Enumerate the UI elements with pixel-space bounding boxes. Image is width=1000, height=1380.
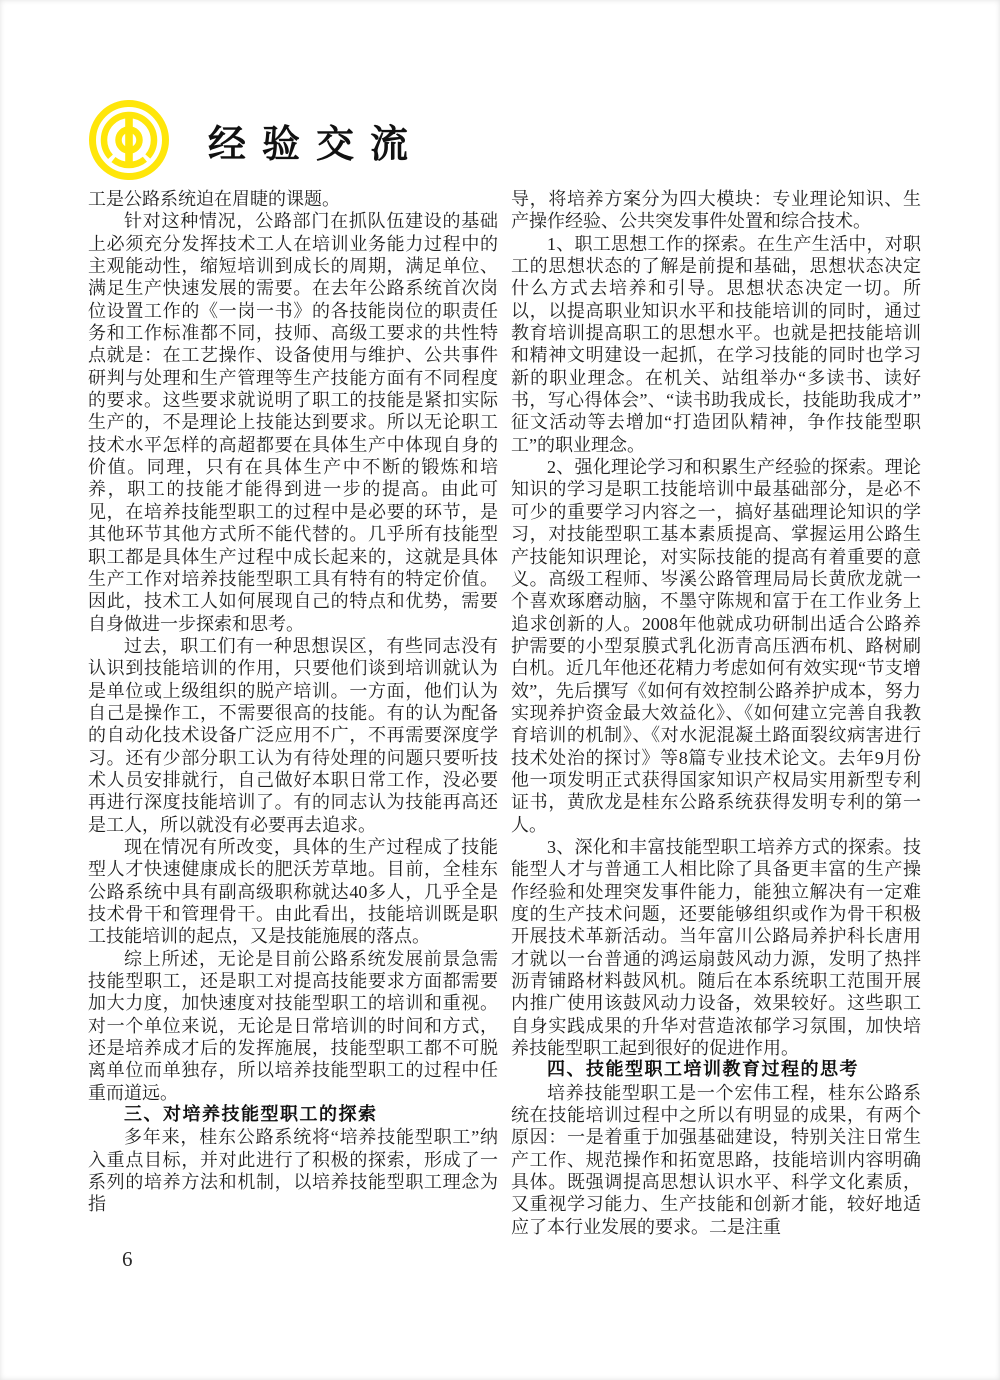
union-emblem-icon (88, 99, 170, 181)
paragraph: 3、深化和丰富技能型职工培养方式的探索。技能型人才与普通工人相比除了具备更丰富的生产操作经验和处理突发事件能力，能独立解决有一定难度的生产技术问题，还要能够组织或作为骨干积极开展技术革新活动。当年富川公路局养护科长唐用才就以一台普通的鸿运扇鼓风动力源，发明了热拌沥青铺路材料鼓风机。随后在本系统职工范围开展内推广使用该鼓风动力设备，效果较好。这些职工自身实践成果的升华对营造浓郁学习氛围，加快培养技能型职工起到很好的促进作用。 (511, 836, 921, 1059)
paragraph: 工是公路系统迫在眉睫的课题。 (88, 189, 340, 209)
section-heading-4: 四、技能型职工培训教育过程的思考 (547, 1059, 859, 1081)
article-body (88, 188, 921, 1238)
masthead-title: 经验交流 (208, 123, 425, 166)
paragraph: 2、强化理论学习和积累生产经验的探索。理论知识的学习是职工技能培训中最基础部分，是必不可少的重要学习内容之一，搞好基础理论知识的学习，对技能型职工基本素质提高、掌握运用公路生产技能知识理论，对实际技能的提高有着重要的意义。高级工程师、岑溪公路管理局局长黄欣龙就一个喜欢琢磨动脑，不墨守陈规和富于在工作业务上追求创新的人。2008年他就成功研制出适合公路养护需要的小型泵膜式乳化沥青高压洒布机、路树刷白机。近几年他还花精力考虑如何有效实现“节支增效”，先后撰写《如何有效控制公路养护成本，努力实现养护资金最大效益化》、《如何建立完善自我教育培训的机制》、《对水泥混凝土路面裂纹病害进行技术处治的探讨》等8篇专业技术论文。去年9月份他一项发明正式获得国家知识产权局实用新型专利证书，黄欣龙是桂东公路系统获得发明专利的第一人。 (511, 457, 921, 835)
right-column (511, 188, 921, 1238)
paragraph: 导，将培养方案分为四大模块：专业理论知识、生产操作经验、公共突发事件处置和综合技术。 (511, 189, 921, 232)
paragraph: 针对这种情况，公路部门在抓队伍建设的基础上必须充分发挥技术工人在培训业务能力过程中的主观能动性，缩短培训到成长的周期，满足单位、满足生产快速发展的需要。在去年公路系统首次岗位设置工作的《一岗一书》的各技能岗位的职责任务和工作标准都不同，技师、高级工要求的共性特点就是：在工艺操作、设备使用与维护、公共事件研判与处理和生产管理等生产技能方面有不同程度的要求。这些要求就说明了职工的技能是紧扣实际生产的，不是理论上技能达到要求。所以无论职工技术水平怎样的高超都要在具体生产中体现自身的价值。同理，只有在具体生产中不断的锻炼和培养，职工的技能才能得到进一步的提高。由此可见，在培养技能型职工的过程中是必要的环节，是其他环节其他方式所不能代替的。几乎所有技能型职工都是具体生产过程中成长起来的，这就是具体生产工作对培养技能型职工具有特有的特定价值。因此，技术工人如何展现自己的特点和优势，需要自身做进一步探索和思考。 (88, 211, 498, 634)
paragraph: 多年来，桂东公路系统将“培养技能型职工”纳入重点目标，并对此进行了积极的探索，形成了一系列的培养方法和机制，以培养技能型职工理念为指 (88, 1127, 498, 1215)
paragraph: 培养技能型职工是一个宏伟工程，桂东公路系统在技能培训过程中之所以有明显的成果，有两个原因：一是着重于加强基础建设，特别关注日常生产工作、规范操作和拓宽思路，技能培训内容明确具体。既强调提高思想认识水平、科学文化素质，又重视学习能力、生产技能和创新才能，较好地适应了本行业发展的要求。二是注重 (511, 1082, 921, 1237)
paragraph: 过去，职工们有一种思想误区，有些同志没有认识到技能培训的作用，只要他们谈到培训就认为是单位或上级组织的脱产培训。一方面，他们认为自己是操作工，不需要很高的技能。有的认为配备的自动化技术设备广泛应用不广，不再需要深度学习。还有少部分职工认为有待处理的问题只要听技术人员安排就行，自己做好本职日常工作，没必要再进行深度技能培训了。有的同志认为技能再高还是工人，所以就没有必要再去追求。 (88, 635, 498, 835)
page-number: 6 (122, 1247, 133, 1271)
paragraph: 综上所述，无论是目前公路系统发展前景急需技能型职工，还是职工对提高技能要求方面都需要加大力度，加快速度对技能型职工的培训和重视。对一个单位来说，无论是日常培训的时间和方式，还是培养成才后的发挥施展，技能型职工都不可脱离单位而单独存，所以培养技能型职工的过程中任重而道远。 (88, 948, 498, 1103)
paragraph: 1、职工思想工作的探索。在生产生活中，对职工的思想状态的了解是前提和基础，思想状态决定什么方式去培养和引导。思想状态决定一切。所以，以提高职业知识水平和技能培训的同时，通过教育培训提高职工的思想水平。也就是把技能培训和精神文明建设一起抓，在学习技能的同时也学习新的职业理念。在机关、站组举办“多读书、读好书，写心得体会”、“读书助我成长，技能助我成才”征文活动等去增加“打造团队精神，争作技能型职工”的职业理念。 (511, 233, 921, 455)
section-heading-3: 三、对培养技能型职工的探索 (124, 1104, 378, 1126)
left-column (88, 188, 498, 1238)
masthead (88, 98, 424, 182)
paragraph: 现在情况有所改变，具体的生产过程成了技能型人才快速健康成长的肥沃芳草地。目前，全桂东公路系统中具有副高级职称就达40多人，几乎全是技术骨干和管理骨干。由此看出，技能培训既是职工技能培训的起点，又是技能施展的落点。 (88, 836, 498, 947)
